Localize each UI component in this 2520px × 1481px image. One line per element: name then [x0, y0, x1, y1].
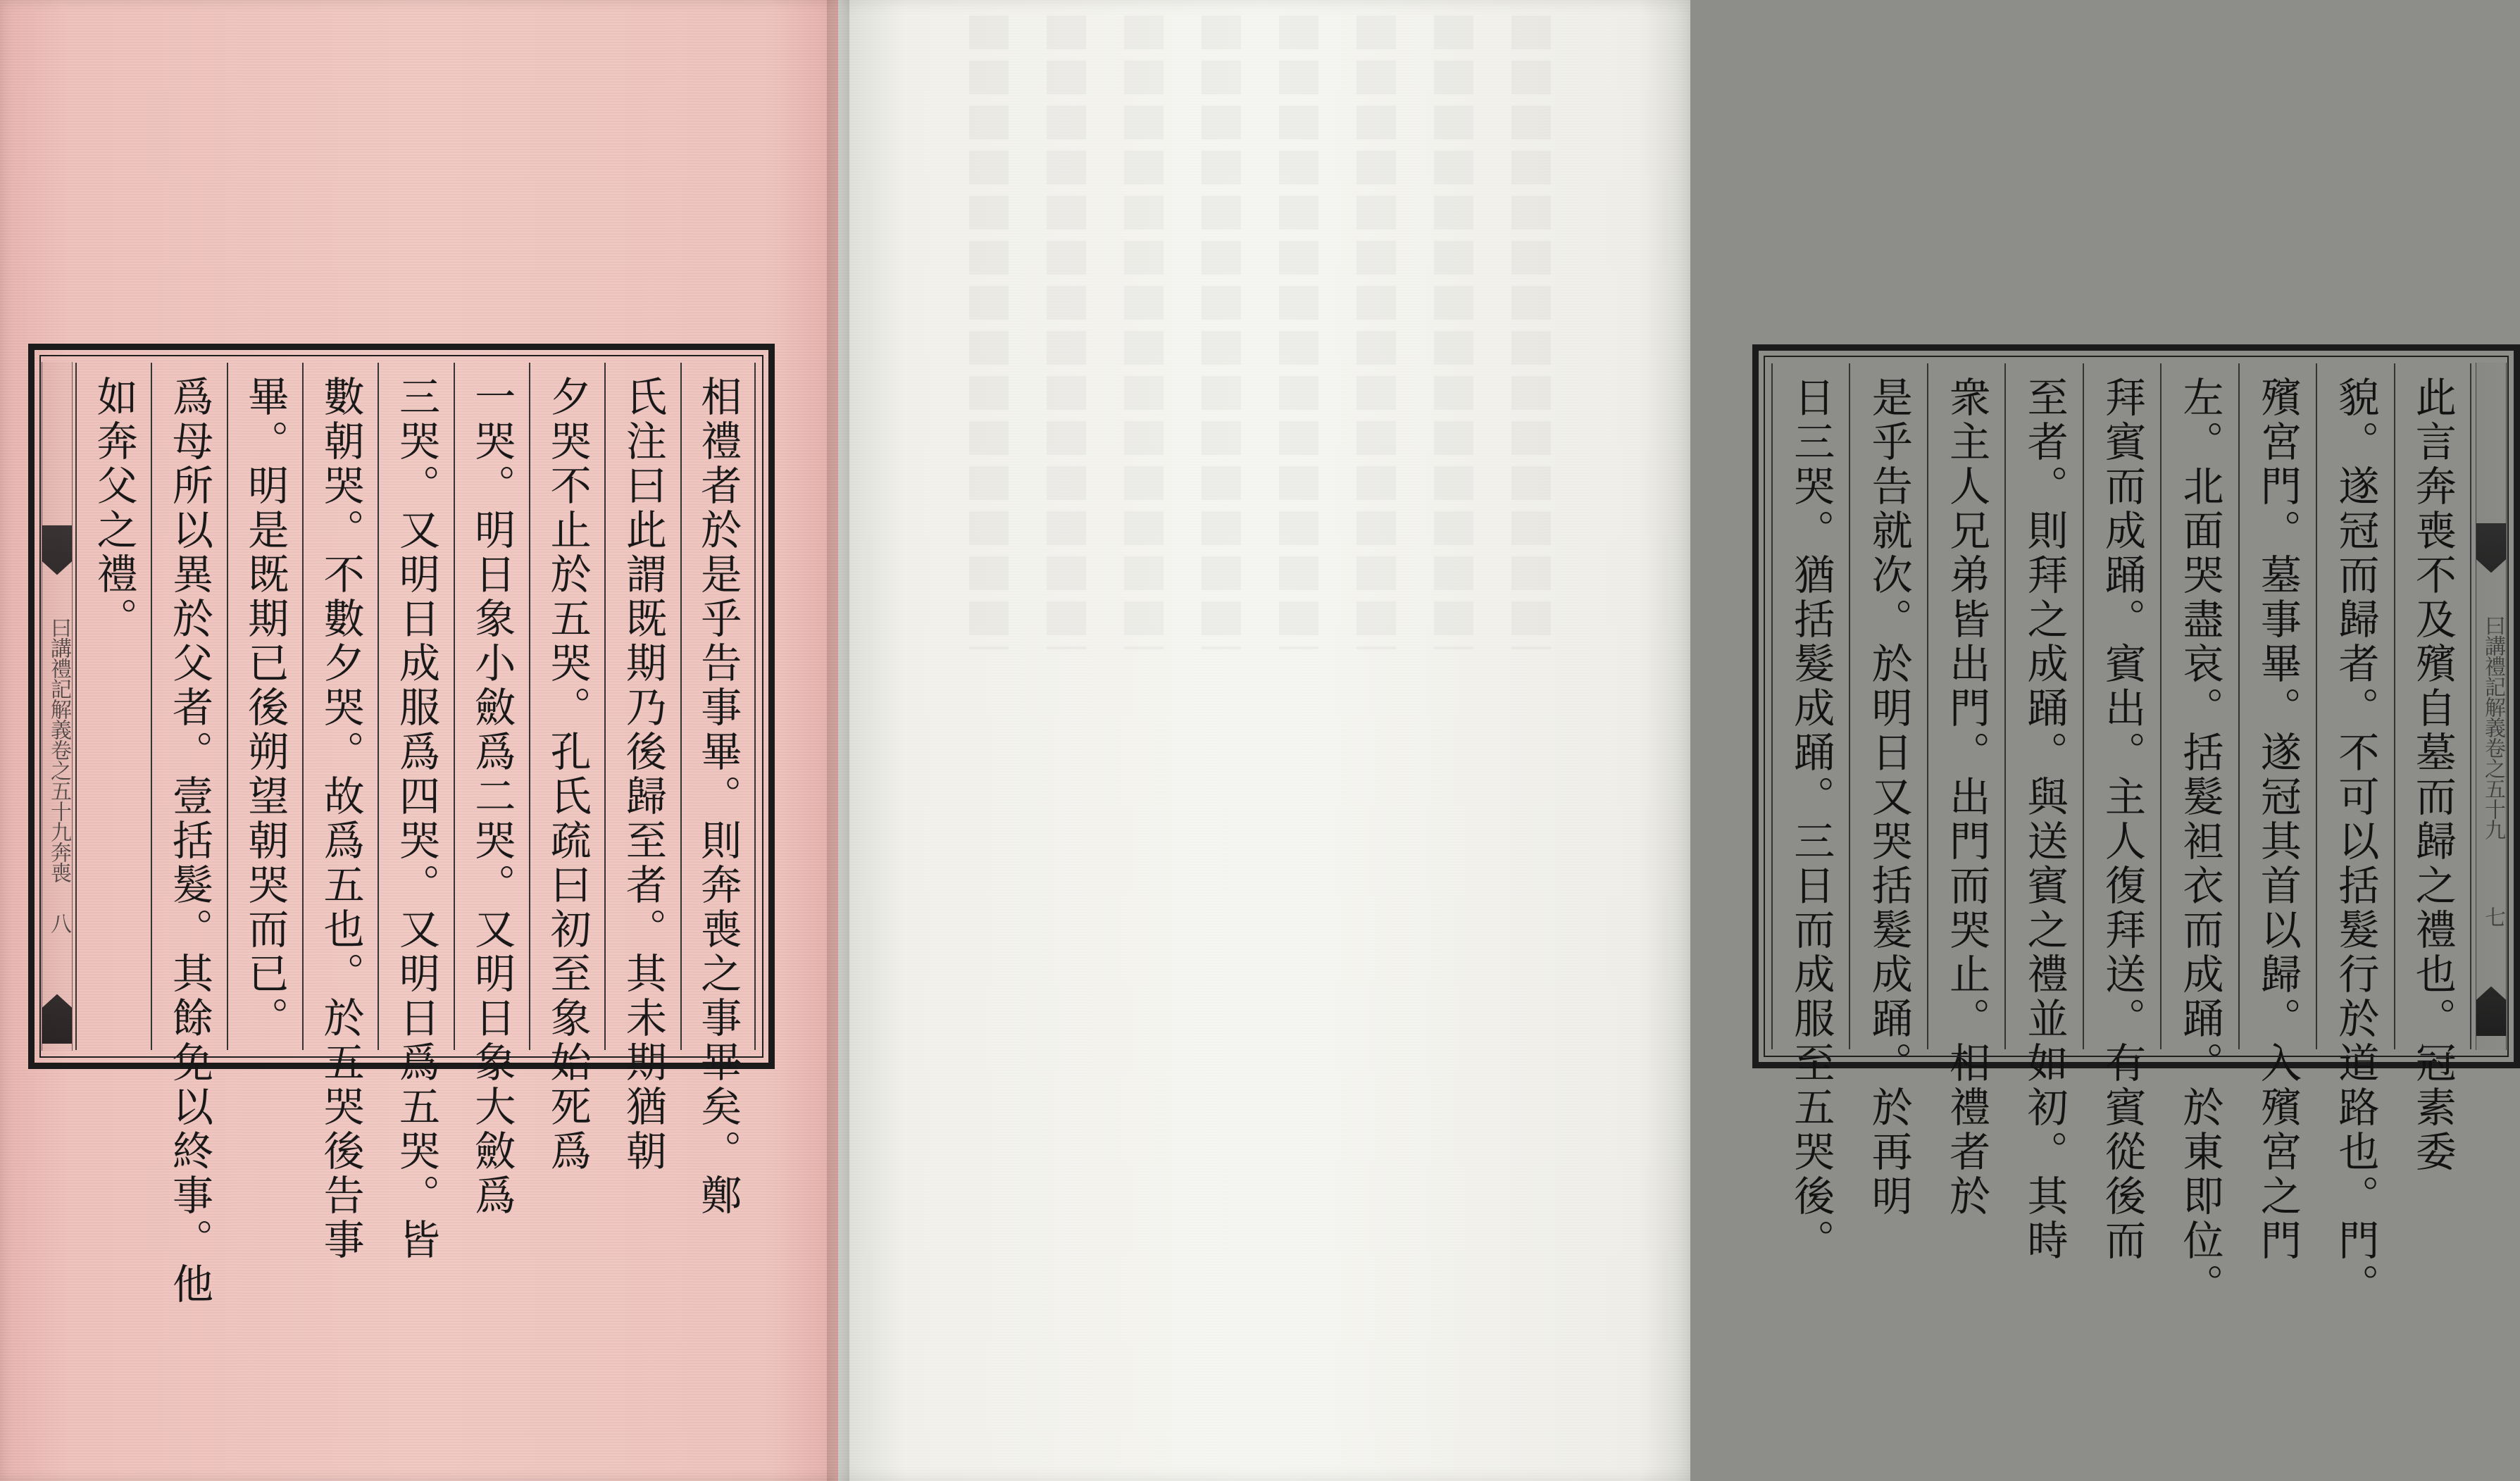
left-column-text: 氏注曰此謂既期乃後歸至者。其未期猶朝	[618, 375, 667, 1174]
left-column-text: 夕哭不止於五哭。孔氏疏曰初至象始死爲	[543, 375, 592, 1174]
right-column-text: 貌。遂冠而歸者。不可以括髮行於道路也。門。	[2331, 376, 2380, 1308]
left-text-frame	[28, 344, 775, 1307]
right-column-6	[2004, 363, 2082, 1263]
right-column-5	[2083, 363, 2160, 1263]
right-margin-bottom-fishtail	[2476, 946, 2506, 1036]
show-through-ink-column	[1434, 15, 1473, 649]
right-column-4	[2160, 363, 2238, 1308]
show-through-ink-column	[1047, 15, 1086, 649]
left-column-text: 三哭。又明日成服爲四哭。又明日爲五哭。皆	[392, 375, 440, 1263]
right-margin-number: 七	[2481, 906, 2505, 927]
left-column-3	[529, 363, 604, 1174]
show-through-ink-column	[1356, 15, 1396, 649]
left-column-text: 數朝哭。不數夕哭。故爲五也。於五哭後告事	[316, 375, 365, 1263]
right-column-text: 日三哭。猶括髮成踊。三日而成服至五哭後。	[1787, 376, 1835, 1263]
right-column-2	[2316, 363, 2393, 1308]
left-column-text: 如奔父之禮。	[89, 375, 138, 642]
left-column-9	[75, 363, 151, 1050]
right-column-text: 是乎告就次。於明日又哭括髮成踊。於再明	[1864, 376, 1913, 1219]
right-column-text: 此言奔喪不及殯自墓而歸之禮也。冠素委	[2408, 376, 2457, 1175]
left-column-7	[227, 363, 302, 1050]
left-column-text: 相禮者於是乎告事畢。則奔喪之事畢矣。鄭	[694, 375, 742, 1218]
right-column-8	[1849, 363, 1926, 1219]
left-margin-number: 八	[46, 913, 71, 933]
left-page	[0, 0, 838, 1481]
right-margin-top-fishtail	[2476, 523, 2506, 613]
left-margin-bottom-fishtail	[42, 954, 72, 1044]
left-margin-title: 曰講禮記解義卷之五十九奔喪	[46, 617, 71, 882]
left-margin-top-fishtail	[42, 525, 72, 615]
right-margin-title: 曰講禮記解義卷之五十九	[2481, 615, 2505, 839]
right-column-1	[2394, 363, 2471, 1175]
right-text-columns	[1771, 363, 2471, 1308]
right-column-text: 殯宮門。墓事畢。遂冠其首以歸。入殯宮之門	[2253, 376, 2302, 1263]
left-column-2	[604, 363, 680, 1174]
left-column-5	[378, 363, 453, 1263]
right-column-7	[1927, 363, 2004, 1219]
right-text-frame	[1752, 344, 2520, 1308]
left-column-text: 一哭。明日象小斂爲二哭。又明日象大斂爲	[468, 375, 516, 1218]
right-column-text: 拜賓而成踊。賓出。主人復拜送。有賓從後而	[2098, 376, 2146, 1263]
right-column-9	[1771, 363, 1849, 1263]
show-through-ink-column	[969, 15, 1009, 649]
left-column-text: 爲母所以異於父者。壹括髮。其餘免以終事。他	[165, 375, 213, 1307]
left-column-1	[680, 363, 756, 1218]
show-through-ink-column	[1124, 15, 1164, 649]
right-column-text: 衆主人兄弟皆出門。出門而哭止。相禮者於	[1942, 376, 1991, 1219]
left-column-4	[454, 363, 529, 1218]
right-column-text: 至者。則拜之成踊。與送賓之禮並如初。其時	[2020, 376, 2069, 1263]
right-column-text: 左。北面哭盡哀。括髮袒衣而成踊。於東即位。	[2176, 376, 2224, 1308]
right-column-3	[2238, 363, 2316, 1263]
left-text-columns	[75, 363, 756, 1307]
right-page	[838, 0, 2505, 1481]
show-through-ink-column	[1202, 15, 1241, 649]
show-through-ink-column	[1511, 15, 1551, 649]
left-column-text: 畢。明是既期已後朔望朝哭而已。	[241, 375, 289, 1041]
left-margin-strip	[42, 362, 73, 1051]
right-margin-strip	[2476, 363, 2507, 1050]
left-column-8	[151, 363, 226, 1307]
show-through-ink-column	[1279, 15, 1318, 649]
left-column-6	[302, 363, 378, 1263]
